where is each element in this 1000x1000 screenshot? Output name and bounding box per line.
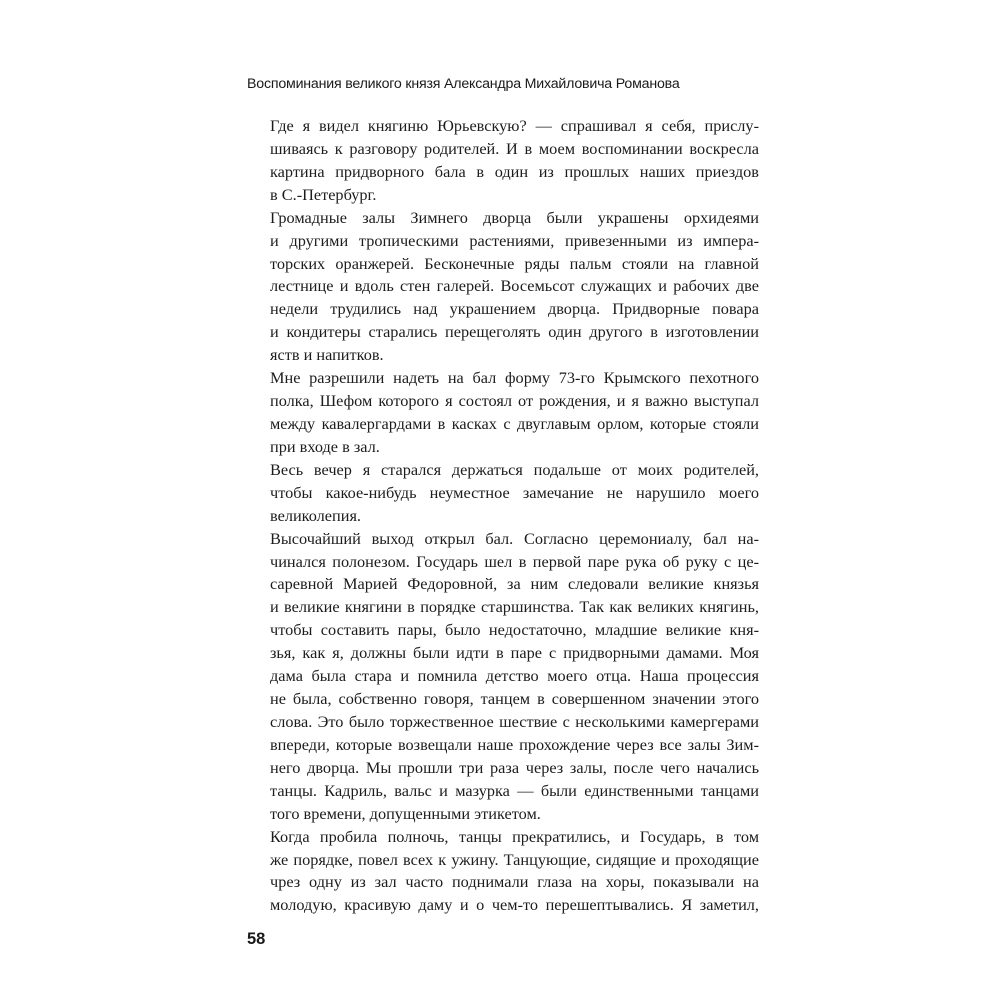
text-line: него дворца. Мы прошли три раза через залы, после чего начались xyxy=(270,757,759,777)
paragraph xyxy=(247,115,759,207)
text-line: Мне разрешили надеть на бал форму 73-го Крымского пехотного xyxy=(270,368,759,388)
text-line: не была, собственно говоря, танцем в совершенном значении этого xyxy=(270,689,759,709)
text-line: и великие княгини в порядке старшинства. Так как великих княгинь, xyxy=(270,597,759,617)
text-line: зья, как я, должны были идти в паре с придворными дамами. Моя xyxy=(270,643,759,663)
text-line: лестнице и вдоль стен галерей. Восемьсот служащих и рабочих две xyxy=(270,276,759,296)
text-line: и другими тропическими растениями, привезенными из импера- xyxy=(270,230,759,250)
text-line: дама была стара и помнила детство моего отца. Наша процессия xyxy=(270,666,759,686)
text-line: недели трудились над украшением дворца. Придворные повара xyxy=(270,299,759,319)
paragraph xyxy=(247,367,759,459)
page-number: 58 xyxy=(247,930,266,948)
text-line: того времени, допущенными этикетом. xyxy=(270,803,541,823)
text-line: Когда пробила полночь, танцы прекратились, и Государь, в том xyxy=(270,826,759,846)
running-head: Воспоминания великого князя Александра Михайловича Романова xyxy=(247,76,680,92)
paragraph xyxy=(247,826,759,918)
text-line: торских оранжерей. Бесконечные ряды пальм стояли на главной xyxy=(270,253,759,273)
text-line: чрез одну из зал часто поднимали глаза на хоры, показывали на xyxy=(270,872,759,892)
text-line: молодую, красивую даму и о чем-то перешептывались. Я заметил, xyxy=(270,895,759,915)
body-text xyxy=(247,115,759,917)
text-line: шиваясь к разговору родителей. И в моем воспоминании воскресла xyxy=(270,138,759,158)
text-line: полка, Шефом которого я состоял от рождения, и я важно выступал xyxy=(270,391,759,411)
text-line: Громадные залы Зимнего дворца были украшены орхидеями xyxy=(270,207,759,227)
text-line: в С.-Петербург. xyxy=(270,184,377,204)
text-line: при входе в зал. xyxy=(270,436,380,456)
paragraph xyxy=(247,459,759,528)
text-line: танцы. Кадриль, вальс и мазурка — были единственными танцами xyxy=(270,780,759,800)
text-line: чинался полонезом. Государь шел в первой паре рука об руку с це- xyxy=(270,551,759,571)
text-line: Высочайший выход открыл бал. Согласно церемониалу, бал на- xyxy=(270,528,759,548)
text-line: между кавалергардами в касках с двуглавым орлом, которые стояли xyxy=(270,413,759,433)
paragraph xyxy=(247,207,759,367)
text-line: Где я видел княгиню Юрьевскую? — спрашивал я себя, прислу- xyxy=(270,116,759,135)
text-line: великолепия. xyxy=(270,505,362,525)
text-line: чтобы составить пары, было недостаточно, младшие великие кня- xyxy=(270,620,759,640)
text-line: картина придворного бала в один из прошлых наших приездов xyxy=(270,161,759,181)
paragraph xyxy=(247,528,759,826)
text-line: впереди, которые возвещали наше прохождение через все залы Зим- xyxy=(270,734,759,754)
text-line: и кондитеры старались перещеголять один другого в изготовлении xyxy=(270,322,759,342)
text-line: Весь вечер я старался держаться подальше от моих родителей, xyxy=(270,459,759,479)
text-line: яств и напитков. xyxy=(270,345,384,365)
text-line: же порядке, повел всех к ужину. Танцующие, сидящие и проходящие xyxy=(270,849,759,869)
text-line: саревной Марией Федоровной, за ним следовали великие князья xyxy=(270,574,759,594)
text-line: слова. Это было торжественное шествие с несколькими камергерами xyxy=(270,711,759,731)
text-line: чтобы какое-нибудь неуместное замечание не нарушило моего xyxy=(270,482,759,502)
